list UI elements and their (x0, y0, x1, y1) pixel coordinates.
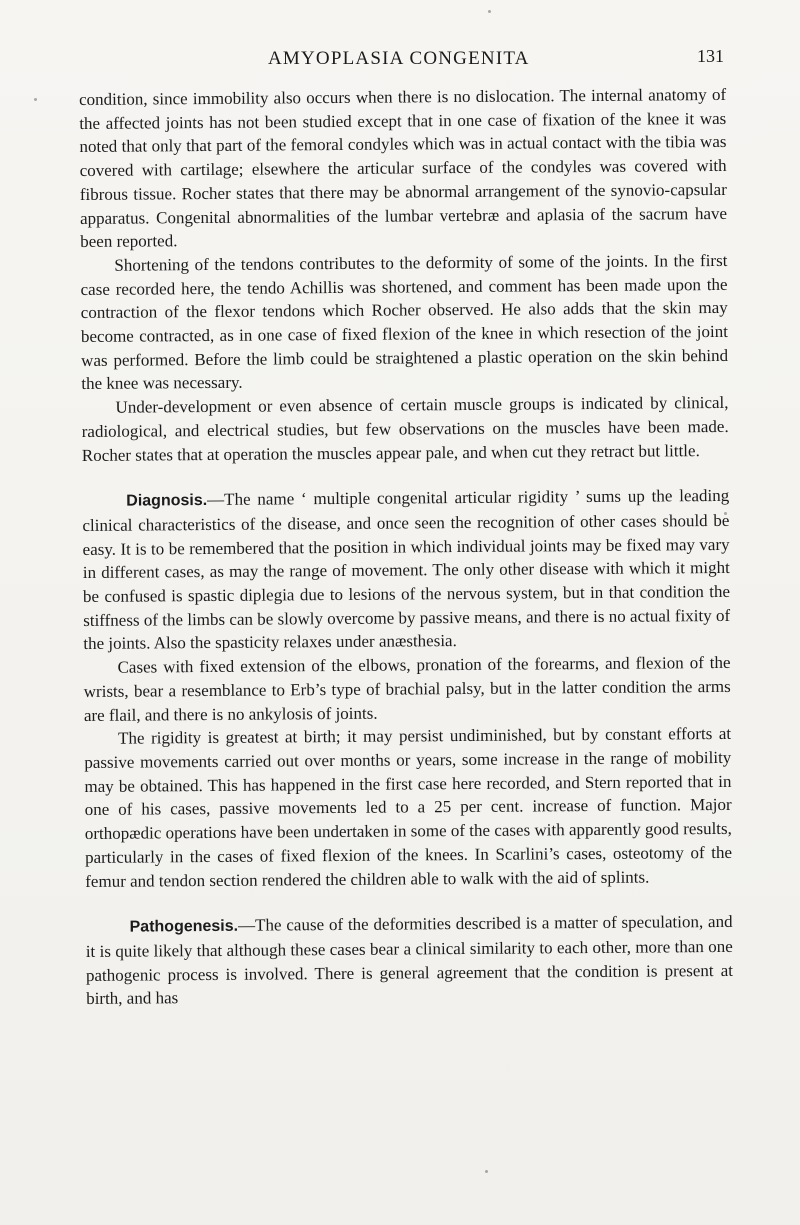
page-body (79, 83, 733, 1011)
paragraph-brachial-palsy-comparison: Cases with fixed extension of the elbows, pronation of the forearms, and flexion of the wrists, bear a resemblance to Erb’s type of brachial palsy, but in the latter condition the arms are flail, and there is no ankylosis of joints. (83, 653, 731, 725)
paragraph-prognosis-treatment: The rigidity is greatest at birth; it may persist undiminished, but by constant efforts at passive movements carried out over months or years, some increase in the range of mobility may be obtained. This has happened in the first case here recorded, and Stern reported that in one of his cases, passive movements led to a 25 per cent. increase of function. Major orthopædic operations have been undertaken in some of the cases with apparently good results, particularly in the cases of fixed flexion of the knees. In Scarlini’s cases, osteotomy of the femur and tendon section rendered the children able to walk with the aid of splints. (84, 724, 733, 891)
diagnosis-heading: Diagnosis. (126, 492, 208, 510)
page-number: 131 (697, 46, 724, 66)
pathogenesis-text: —The cause of the deformities described is a matter of speculation, and it is quite likely that although these cases bear a clinical similarity to each other, more than one pathogenic process is involved. There is general agreement that the condition is present at birth, and has (85, 912, 734, 1009)
diagnosis-text: —The name ‘ multiple congenital articular rigidity ’ sums up the leading clinical characteristics of the disease, and once seen the recognition of other cases should be easy. It is to be remembered that the position in which individual joints may be fixed may vary in different cases, as may the range of movement. The only other disease with which it might be confused is spastic diplegia due to lesions of the nervous system, but in that condition the stiffness of the limbs can be slowly overcome by passive means, and there is no actual fixity of the joints. Also the spasticity relaxes under anæsthesia. (82, 486, 731, 654)
paragraph-muscle-development: Under-development or even absence of certain muscle groups is indicated by clinical, radiological, and electrical studies, but few observations on the muscles have been made. Rocher states that at operation the muscles appear pale, and when cut they retract but little. (81, 393, 729, 465)
pathogenesis-paragraph (85, 910, 733, 1011)
paragraph-joint-anatomy: condition, since immobility also occurs when there is no dislocation. The internal anatomy of the affected joints has not been studied except that in one case of fixation of the knee it was noted that only that part of the femoral condyles which was in actual contact with the tibia was covered with cartilage; elsewhere the articular surface of the condyles was covered with fibrous tissue. Rocher states that there may be abnormal arrangement of the synovio-capsular apparatus. Congenital abnormalities of the lumbar vertebræ and aplasia of the sacrum have been reported. (79, 84, 728, 252)
diagnosis-paragraph (82, 484, 730, 656)
speck-left (34, 98, 37, 101)
page-header (78, 40, 740, 72)
speck-top (488, 10, 491, 13)
paragraph-tendon-shortening: Shortening of the tendons contributes to the deformity of some of the joints. In the first case recorded here, the tendo Achillis was shortened, and comment has been made upon the contraction of the flexor tendons which Rocher observed. He also adds that the skin may become contracted, as in one case of fixed flexion of the knee in which resection of the joint was performed. Before the limb could be straightened a plastic operation on the skin behind the knee was necessary. (80, 250, 729, 394)
running-title: AMYOPLASIA CONGENITA (268, 48, 530, 69)
pathogenesis-heading: Pathogenesis. (129, 917, 239, 936)
speck-bottom (485, 1170, 488, 1173)
